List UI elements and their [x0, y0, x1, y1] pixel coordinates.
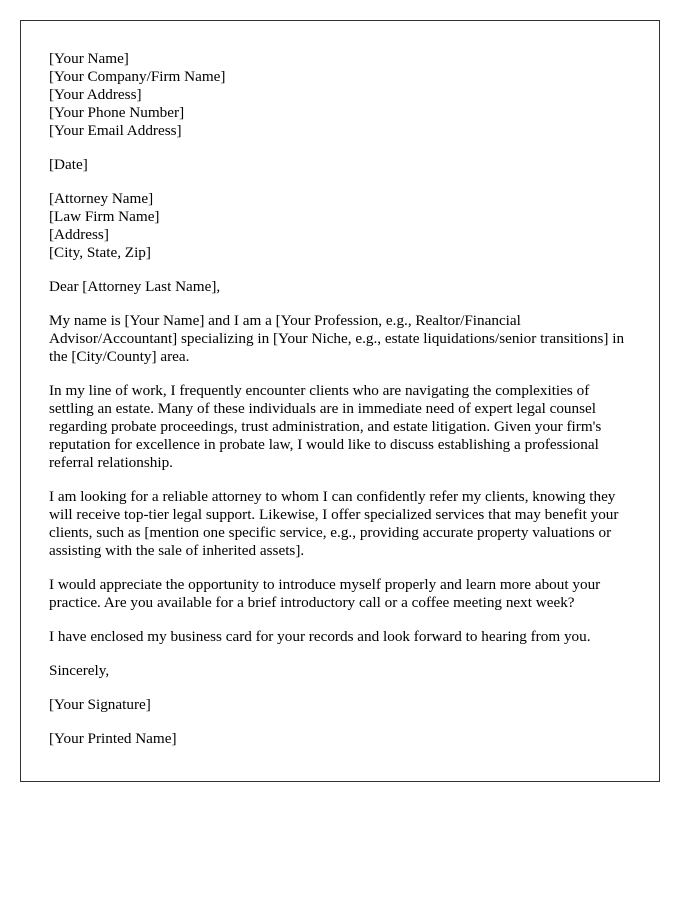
body-paragraph: I would appreciate the opportunity to introduce myself properly and learn more about your practice. Are you available for a brief introductory call or a coffee meeting next week? [49, 576, 601, 611]
sender-company: [Your Company/Firm Name] [49, 68, 226, 85]
salutation: Dear [Attorney Last Name], [49, 278, 221, 295]
sender-block [49, 50, 631, 140]
recipient-city-state-zip: [City, State, Zip] [49, 244, 151, 261]
recipient-block [49, 190, 631, 262]
letter-page [20, 20, 660, 782]
recipient-name: [Attorney Name] [49, 190, 154, 207]
signature: [Your Signature] [49, 696, 151, 713]
closing: Sincerely, [49, 662, 110, 679]
body-paragraph: My name is [Your Name] and I am a [Your Profession, e.g., Realtor/Financial Advisor/Accountant] specializing in [Your Niche, e.g., estate liquidations/senior transitions] in the [City/County] area. [49, 312, 625, 365]
body-paragraph: I have enclosed my business card for your records and look forward to hearing from you. [49, 628, 591, 645]
recipient-address: [Address] [49, 226, 109, 243]
sender-address: [Your Address] [49, 86, 142, 103]
sender-email: [Your Email Address] [49, 122, 182, 139]
sender-phone: [Your Phone Number] [49, 104, 185, 121]
body-paragraph: I am looking for a reliable attorney to whom I can confidently refer my clients, knowing they will receive top-tier legal support. Likewise, I offer specialized services that may benefit your clients, such as [mention one specific service, e.g., providing accurate property valuations or assisting with the sale of inherited assets]. [49, 488, 619, 559]
body-paragraph: In my line of work, I frequently encounter clients who are navigating the complexities of settling an estate. Many of these individuals are in immediate need of expert legal counsel regarding probate proceedings, trust administration, and estate litigation. Given your firm's reputation for excellence in probate law, I would like to discuss establishing a professional referral relationship. [49, 382, 602, 471]
printed-name: [Your Printed Name] [49, 730, 177, 747]
date: [Date] [49, 156, 88, 173]
recipient-firm: [Law Firm Name] [49, 208, 160, 225]
sender-name: [Your Name] [49, 50, 129, 67]
